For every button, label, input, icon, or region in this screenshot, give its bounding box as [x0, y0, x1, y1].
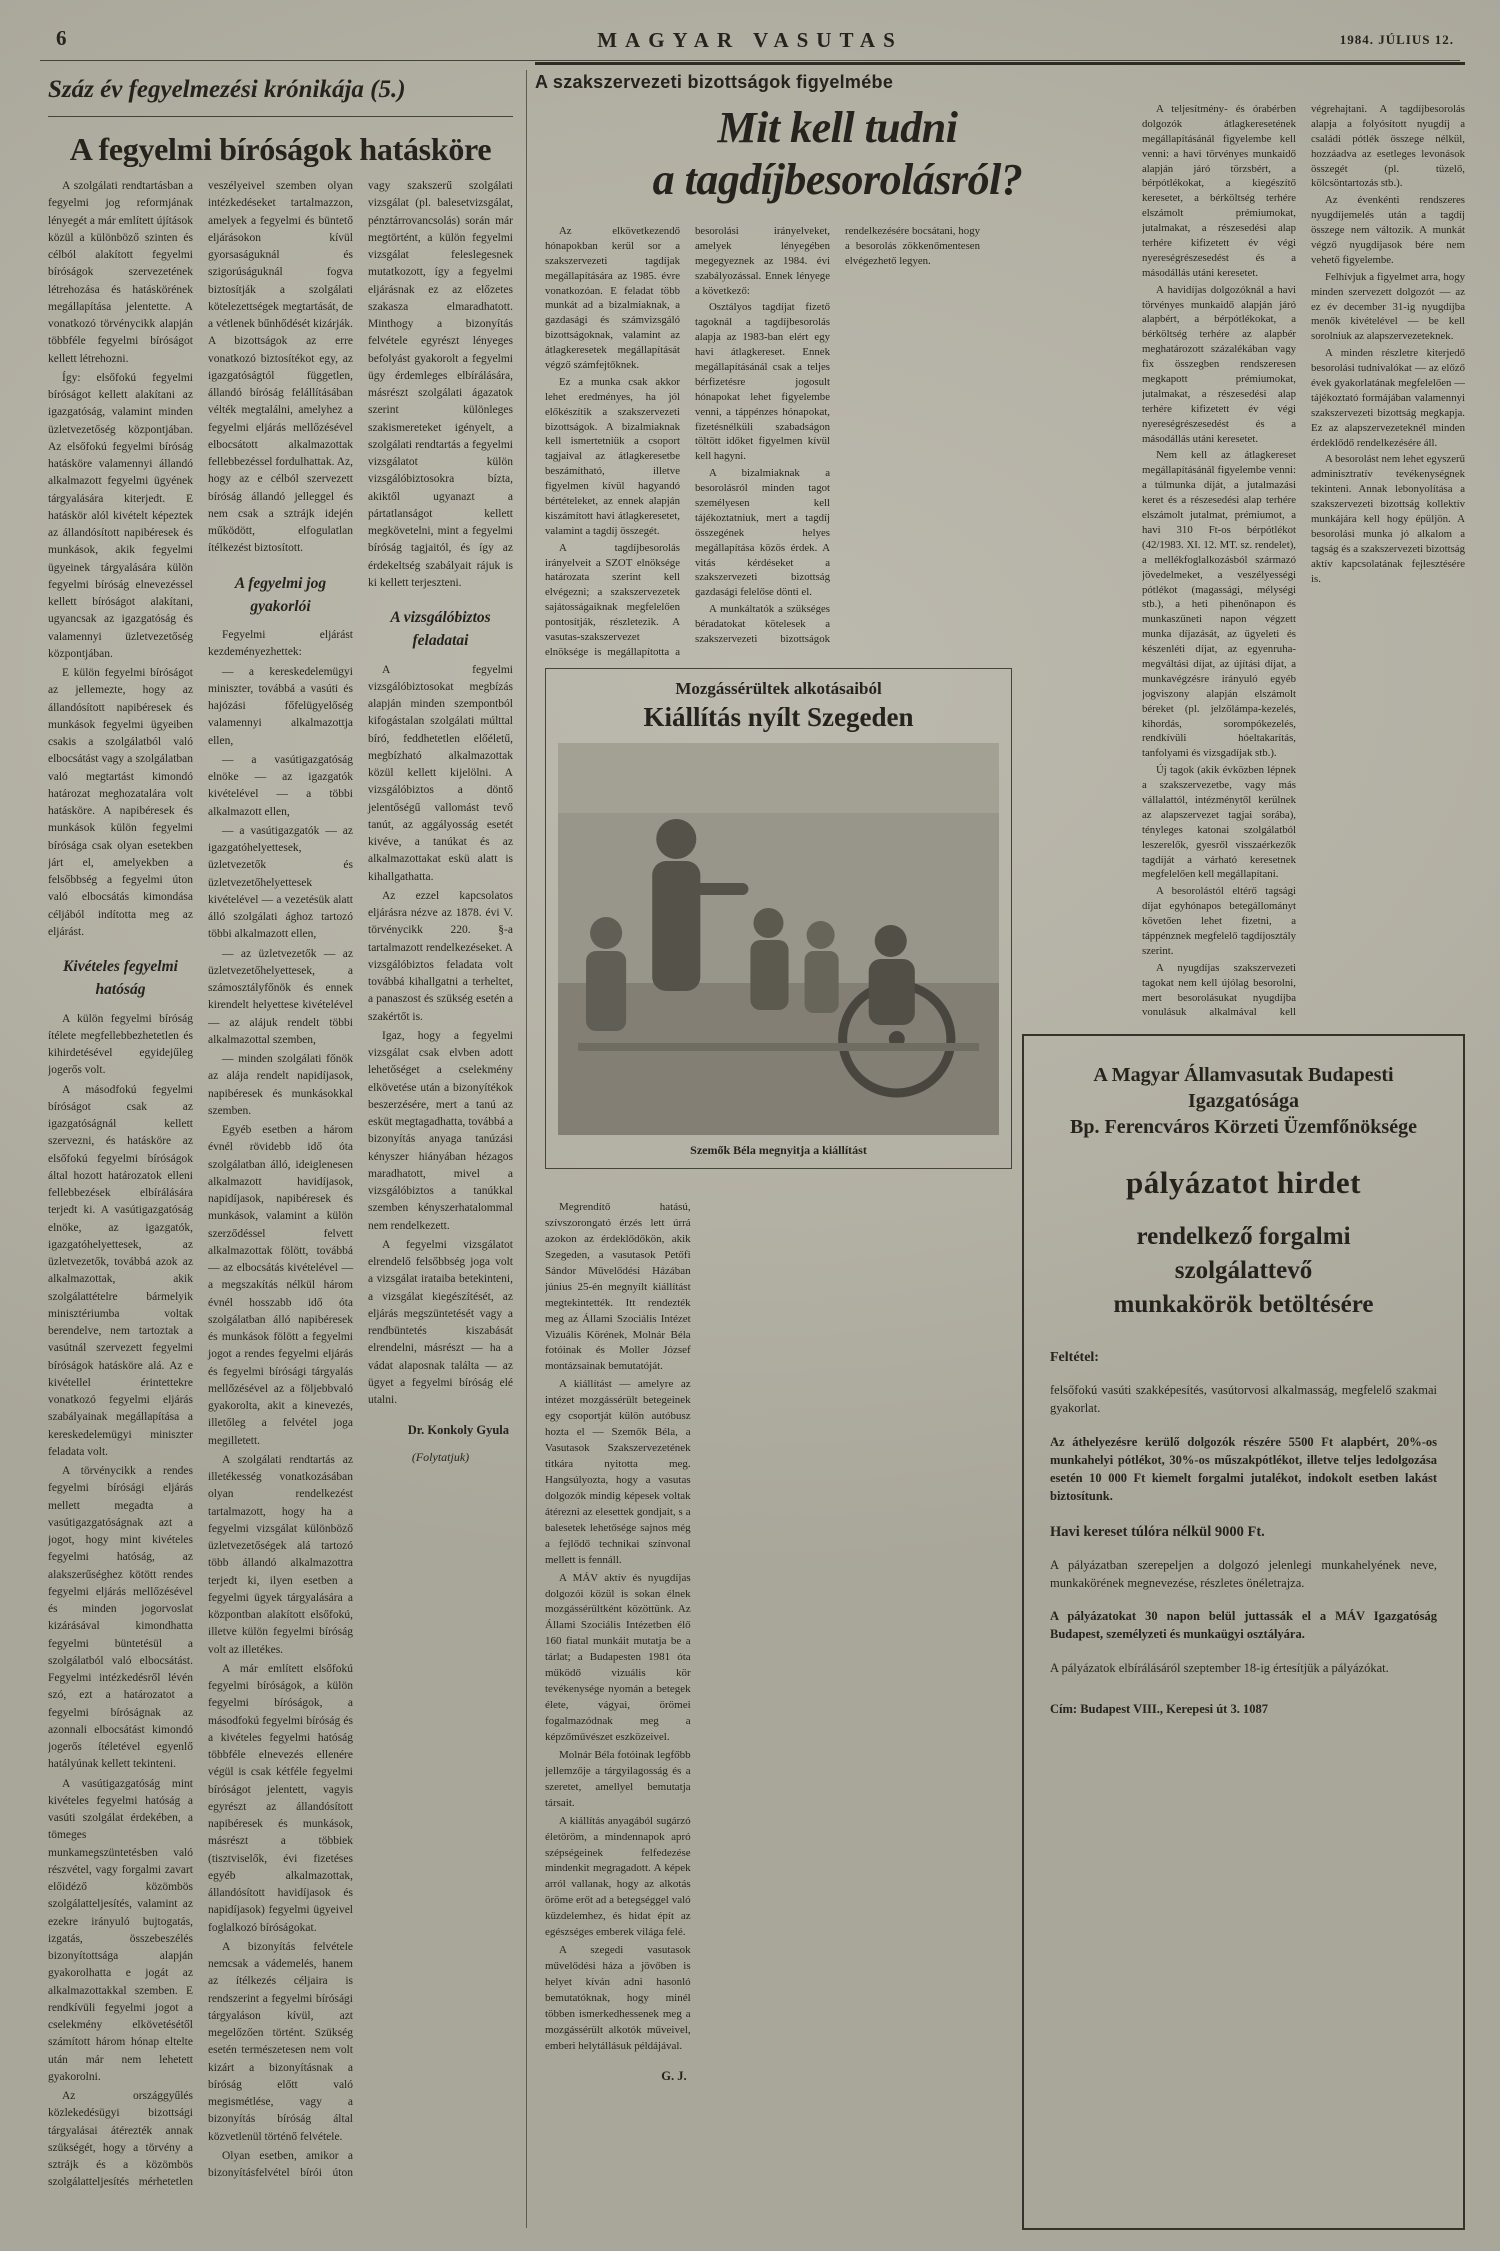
ad-role-line-3: munkakörök betöltésére — [1113, 1290, 1374, 1318]
article-paragraph: — az üzletvezetők — az üzletvezetőhelyettesek, a számosztályfőnök és ennek kirendelt helyettese kivételével — az alájuk rendelt többi alkalmazottal szemben, — [208, 947, 353, 1046]
article-paragraph: — a kereskedelemügyi miniszter, továbbá a vasúti és hajózási főfelügyelőség valamennyi alkalmazottja ellen, — [208, 665, 353, 747]
article-paragraph: Egyéb esetben a három évnél rövidebb idő óta szolgálatban álló, ideiglenesen alkalmazott havidíjasok, napidíjasok, napibéresek és munkások, valamint a külön szerződéssel felvett alkalmazottak fölött, továbbá — az elbocsátás kivételével — a megszakítás nélkül három évnél hosszabb idő óta szolgálatban álló napibéresek és munkások fölött a fegyelmi jogot a rendes fegyelmi eljárás és fegyelmi bírósági tárgyalás mellőzésével az a följebbvaló gyakorolta, akit a kinevezés, illetőleg a felvétel joga megilletett. — [208, 1124, 353, 1447]
exhibition-review — [545, 1200, 1012, 2230]
article-paragraph: A tagdíjbesorolás irányelveit a SZOT elnöksége határozata szerint kell elvégezni; a szakszervezetek sajátosságaiknak megfelelően pontosítják, részletezik. A vasutas-szakszervezet elnöksége is megállapította a besorolási irányelveket, amelyek lényegében megegyeznek az 1984. évi szabályozással. Ennek lényege a következő: — [545, 225, 830, 658]
article-paragraph: A szolgálati rendtartás az illetékesség vonatkozásában olyan rendelkezést tartalmazott, hogy ha a fegyelmi vizsgálat különböző üzletvezetőségek alá tartozó több állandó alkalmazottra terjedt ki, ilyen esetben a fegyelmi ügyek tárgyalására a központban alakított elsőfokú, illetve külön fegyelmi bíróság volt az illetékes. — [208, 1453, 353, 1656]
ad-deadline-info: A pályázatokat 30 napon belül juttassák el a MÁV Igazgatóság Budapest, személyzeti és munkaügyi osztályára. — [1050, 1609, 1437, 1642]
article-kicker: Száz év fegyelmezési krónikája (5.) — [48, 70, 513, 117]
article-subhead: A vizsgálóbiztos feladatai — [390, 609, 491, 650]
exhibition-photo — [558, 743, 999, 1135]
union-article-headline — [545, 102, 1130, 206]
article-paragraph: A másodfokú fegyelmi bíróságot csak az igazgatóságnál kellett szervezni, és hatásköre az elsőfokú fegyelmi bíróságok által hozott határozatok elleni fellebbezések elbírálására terjedt ki. A vasútigazgatóság elnöke, az igazgatók, igazgatóhelyettesek, az üzletvezetők, továbbá azok az alkalmazottak, akik szolgálattételre bármelyik minisztériumba voltak berendelve, nem tartoztak a vasútnál szervezett fegyelmi bíróságok hatásköre alá. Az e kivétellel érintettekre vonatkozó fegyelmi eljárás szabályainak megállapítása a kereskedelemügyi miniszter feladata volt. — [48, 1083, 193, 1458]
article-paragraph: Dr. Konkoly Gyula — [407, 1423, 509, 1438]
article-paragraph: A vasútigazgatóság mint kivételes fegyelmi hatóság a vasúti szolgálat érdekében, a tömeges munkamegszüntetésben való részvétel, vagy forgalmi zavart előidéző közömbös szolgálatteljesítés, valamint az ezekre irányuló bujtogatás, izgatás, összebeszélés bizonyítottsága alapján gyakorolhatta e jogát az alkalmazottakkal szemben. E rendkívüli fegyelmi jogot a cselekmény elkövetésétől számított három hónap eltelte után már nem lehetett gyakorolni. — [48, 1777, 193, 2083]
article-paragraph: — minden szolgálati főnök az alája rendelt napidíjasok, napibéresek és munkásokkal szemben. — [208, 1053, 353, 1117]
article-paragraph: A kiállítást — amelyre az intézet mozgássérült betegeinek egy csoportját külön autóbusz hozta el — Szemők Béla, a Vasutasok Szakszervezetének titkára nyitotta meg. Hangsúlyozta, hogy a vasutas dolgozók mindig képesek voltak átérezni az elesettek gondjait, s a balesetek lehetősége sajnos még a fejlődő technikai színvonal mellett is fennáll. — [545, 1378, 691, 1566]
ad-decision-info: A pályázatok elbírálásáról szeptember 18-ig értesítjük a pályázókat. — [1050, 1660, 1389, 1675]
union-article-body-right — [1142, 102, 1465, 1027]
article-paragraph: A külön fegyelmi bíróság ítélete megfellebbezhetetlen és kihirdetésével egyidejűleg jogerős volt. — [48, 1012, 193, 1077]
ad-apply-info: A pályázatban szerepeljen a dolgozó jelenlegi munkahelyének neve, munkakörének megnevezése, részletes önéletrajza. — [1050, 1558, 1437, 1591]
article-paragraph: Felhívjuk a figyelmet arra, hogy minden szervezett dolgozót — az ez év december 31-ig nyugdíjba menők kivételével — be kell sorolniuk az alapszervezeteknek. — [1311, 270, 1465, 343]
article-paragraph: Így: elsőfokú fegyelmi bíróságot kellett alakítani az igazgatóság, valamint minden üzletvezetőség központjában. Az elsőfokú fegyelmi bíróság hatásköre valamennyi állandó alkalmazott fegyelmi ügyének tárgyalására kiterjedt. E hatáskör alól kivételt képeztek az állandósított napibéresek és munkások, akik fegyelmi ügyeinek tárgyalására külön fegyelmi bíróság elnevezéssel kellett bíróságot alakítani, ugyancsak az igazgatóság és valamennyi üzletvezetőség központjában. — [48, 371, 193, 660]
article-paragraph: A teljesítmény- és órabérben dolgozók átlagkeresetének megállapításánál figyelembe kell venni: a havi törvényes munkaidő alapján járó törzsbért, a bérpótlékokat, a kiegészítő keresetet, a bérköltség terhére elszámolt prémiumokat, jutalmakat, a részesedési alap terhére kifizetett év végi nyereségrészesedést és a másodállás utáni keresetet. — [1142, 103, 1296, 279]
article-paragraph: A bizonyítás felvétele nemcsak a vádemelés, hanem az ítélkezés céljaira is rendszerint a fegyelmi bírósági tárgyaláson kívül, azt megelőzően történt. Szükség esetén természetesen nem volt kizárt a bizonyításnak a bíróság előtt való megismétlése, vagy a bizonyítás bíróság által közvetlenül történő felvétele. — [208, 1940, 353, 2143]
article-paragraph: A fegyelmi vizsgálóbiztosokat megbízás alapján minden szempontból kifogástalan szolgálati múlttal bíró, feddhetetlen előéletű, megbízható alkalmazottak közül kellett kijelölni. A vizsgálóbiztos a döntő jelentőségű vallomást tevő tanút, az aggályosság esetét kivéve, a tanúkat és az alkalmazottakat eskü alatt is kihallgathatta. — [368, 663, 513, 883]
exhibition-box — [545, 668, 1012, 1169]
article-paragraph: Igaz, hogy a fegyelmi vizsgálat csak elvben adott lehetőséget a cselekmény elkövetése után a bizonyítékok beszerzésére, mert a tanú az esküt megtagadhatta, továbbá a bizonyítás anyaga tanúzási kényszer hiányában hézagos maradhatott, mivel a vizsgálóbiztos a tanúkkal szemben kényszerhatalommal nem rendelkezett. — [368, 1029, 513, 1232]
exhibition-kicker: Mozgássérültek alkotásaiból — [675, 679, 882, 698]
article-paragraph: A fegyelmi vizsgálatot elrendelő felsőbbség joga volt a vizsgálat irataiba betekinteni, a vizsgálat kiegészítését, az eljárás megszüntetését vagy a rendbüntetés kiszabását elrendelni, másrészt — ha a vádat alaposnak találta — az ügyet a fegyelmi bíróság elé utalni. — [368, 1238, 513, 1406]
ad-condition-label: Feltétel: — [1050, 1350, 1099, 1366]
article-paragraph: Ez a munka csak akkor lehet eredményes, ha jól előkészítik a szakszervezeti bizottságok. A bizalmiaknak kell ismertetniük a csoport tagjaival az átlagkeresetbe beszámítható, illetve figyelmen kívül hagyandó bértételeket, az ennek alapján kiszámított havi átlagkeresetet, valamint a tagdíj összegét. — [545, 375, 680, 537]
article-paragraph: Az évenkénti rendszeres nyugdíjemelés után a tagdíj összege nem változik. A munkát végző nyugdíjasok bére nem vehető figyelembe. — [1311, 194, 1465, 266]
headline-line-1: Mit kell tudni — [717, 103, 958, 152]
article-paragraph: Az elkövetkezendő hónapokban kerül sor a szakszervezeti tagdíjak megállapítására az 1985. évre vonatkozóan. E feladat több munkát ad a bizalmiaknak, a gazdasági és számvizsgáló bizottságoknak, valamint az átlagkeresetek megállapítását végző számfejtőknek. — [545, 225, 680, 372]
article-paragraph: A munkáltatók a szükséges béradatokat kötelesek a szakszervezeti bizottságok rendelkezésére bocsátani, hogy a besorolás zökkenőmentesen elvégezhető legyen. — [695, 225, 980, 646]
article-paragraph: Az országgyűlés közlekedésügyi bizottsági tárgyalásai átérezték annak szükségét, hogy a törvény a sztrájk és a közömbös szolgálatteljesítés mérhetetlen veszélyeivel szemben olyan intézkedéseket tartalmazzon, amelyek a fegyelmi és büntető eljárásokon kívül gyorsaságuknál és szigorúságuknál fogva biztosítják a szolgálati kötelezettségek megtartását, de a vétlenek bűnhődését kizárják. A bizottságok az erre vonatkozó biztosítékot egy, az igazgatóságtól független, állandó bíróság felállításában vélték megtalálni, amelyhez a fegyelmi eljárás mellőzésével elbocsátott alkalmazottak fellebbezéssel fordulhattak. Az, hogy az e célból szervezett bíróság állandó jelleggel és nem csak a sztrájk idején működött, elfogulatlan ítélkezést biztosított. — [48, 180, 353, 2189]
article-paragraph: A kiállítás anyagából sugárzó életöröm, a mindennapok apró szépségeinek felfedezése mindenkit megragadott. A képek arról vallanak, hogy az alkotás öröme erőt ad a betegséggel való küzdelemhez, és hidat épít az egészséges emberek világa felé. — [545, 1814, 691, 1939]
article-paragraph: A nyugdíjas szakszervezeti tagokat nem kell újólag besorolni, mert besorolásukat nyugdíjba vonulásuk alkalmával kell végrehajtani. A tagdíjbesorolás alapja a folyósított nyugdíj a családi pótlék összege nélkül, hozzáadva az esetleges levonások összegét (pl. tüzelő, kölcsöntartozás stb.). — [1142, 103, 1465, 1019]
article-body — [48, 178, 513, 2198]
article-paragraph: A besorolástól eltérő tagsági díjat egyhónapos betegállományt követően lehet fizetni, a táppénznek megfelelő tagdíjosztály szerint. — [1142, 885, 1296, 957]
article-paragraph: A törvénycikk a rendes fegyelmi bírósági eljárás mellett megadta a vasútigazgatóságnak azt a jogot, hogy mint kivételes fegyelmi hatóság, az alakszerűséghez kötött rendes fegyelmi eljárás mellőzésével és minden jogorvoslat kizárásával kimondhatta fegyelmi büntetésül a szolgálatból való elbocsátást. Fegyelmi intézkedésről lévén szó, ezt a határozatot a fegyelmi bíróságnak az azonnali elbocsátást kimondó jogerős ítéletével egyenlő hatályúnak kellett tekinteni. — [48, 1465, 193, 1771]
photo-caption: Szemők Béla megnyitja a kiállítást — [690, 1143, 867, 1157]
article-paragraph: A szolgálati rendtartásban a fegyelmi jog reformjának lényegét a már említett újítások közül a különböző szinten és célból alakított fegyelmi bíróságok szervezetének létrehozása és hatáskörének megállapítása jelentette. A vonatkozó törvénycikk alapján többféle fegyelmi bíróságot kellett létrehozni. — [48, 180, 193, 365]
article-paragraph: A már említett elsőfokú fegyelmi bíróságok, a külön fegyelmi bíróságok, a másodfokú fegyelmi bíróság és a kivételes fegyelmi hatóság többféle elnevezés ellenére végül is csak kétféle fegyelmi bíróságot jelentett, vagyis egyrészt az állandósított napibéresek és munkások, másrészt a többiek (tisztviselők, évi fizetéses egyéb alkalmazottak, állandósított havidíjasok és napidíjasok) fegyelmi ügyeivel foglalkozó bíróságokat. — [208, 1662, 353, 1934]
masthead — [40, 24, 1460, 56]
article-subhead: A fegyelmi jog gyakorlói — [234, 574, 327, 615]
article-paragraph: Olyan esetben, amikor a bizonyításfelvétel bírói úton vagy szakszerű szolgálati vizsgálat (pl. balesetvizsgálat, pénztárrovancsolás) során már megtörtént, a külön fegyelmi vizsgálat feleslegesnek mutatkozott, így a fegyelmi eljárásnak ez az előzetes szakasza elmaradhatott. Minthogy a bizonyítás felvétele egyrészt lényeges befolyást gyakorolt a fegyelmi ügy érdemleges elbírálására, másrészt szolgálati ágazatok szerint különleges szakismereteket igényelt, a szolgálati rendtartás a fegyelmi vizsgálatot külön vizsgálóbiztosokra bízta, akiktől ugyanazt a pártatlanságot kellett megkövetelni, mint a fegyelmi bíróság tagjaitól, és így az érdekeltség szabályait rájuk is ki kellett terjeszteni. — [208, 180, 513, 2179]
masthead-rule — [40, 60, 1460, 61]
ad-role-line-2: szolgálattevő — [1174, 1256, 1313, 1284]
article-paragraph: E külön fegyelmi bíróságot az jellemezte, hogy az állandósított napibéresek és munkások fegyelmi ügyeiben csakis a szolgálatból való elbocsátást vagy a szolgálatban való megtartást kimondó határozat meghozatalára volt hatásköre. A napibéresek és munkások külön fegyelmi bírósága csak olyan esetekben járt el, amelyekben a felsőbbség a fegyelmi úton való elbocsátás kimondása céljából indította meg az eljárást. — [48, 667, 193, 938]
ad-role — [1050, 1220, 1437, 1321]
ad-condition-text: felsőfokú vasúti szakképesítés, vasútorvosi alkalmasság, megfelelő szakmai gyakorlat. — [1050, 1383, 1437, 1416]
newspaper-title: MAGYAR VASUTAS — [597, 28, 903, 52]
ad-address: Cím: Budapest VIII., Kerepesi út 3. 1087 — [1050, 1701, 1268, 1716]
article-paragraph: G. J. — [661, 2068, 687, 2083]
article-subhead: Kivételes fegyelmi hatóság — [63, 958, 178, 999]
ad-salary: Havi kereset túlóra nélkül 9000 Ft. — [1050, 1524, 1265, 1540]
page-number: 6 — [56, 26, 67, 50]
article-paragraph: Molnár Béla fotóinak legfőbb jellemzője a tárgyilagosság és a szeretet, amellyel bemutatja társait. — [545, 1748, 691, 1809]
article-paragraph: (Folytatjuk) — [411, 1450, 470, 1464]
job-advertisement — [1022, 1034, 1465, 2230]
article-paragraph: Az ezzel kapcsolatos eljárásra nézve az 1878. évi V. törvénycikk 220. §-a tartalmazott rendelkezéseket. A vizsgálóbiztos feladata volt továbbá kihallgatni a terheltet, a panaszost és szükség esetén a szakértőt is. — [368, 889, 513, 1023]
article-paragraph: A szegedi vasutasok művelődési háza a jövőben is helyet kíván adni hasonló bemutatóknak, hogy minél többen ismerkedhessenek meg a mozgássérült alkotók műveivel, emberi helytállásuk példájával. — [545, 1944, 691, 2052]
article-paragraph: Megrendítő hatású, szívszorongató érzés lett úrrá azokon az érdeklődőkön, akik Szegeden, a vasutasok Petőfi Sándor Művelődési Házában június 25-én megnyílt kiállítást megtekintették. Itt rendezték meg az Állami Szociális Intézet Vizuális Körének, Molnár Béla fotóinak és Moller József montázsainak bemutatóját. — [545, 1201, 691, 1373]
headline-line-2: a tagdíjbesorolásról? — [652, 154, 1023, 204]
article-paragraph: A besorolást nem lehet egyszerű adminisztratív tevékenységnek tekinteni. Annak lebonyolítása a szakszervezeti bizottság kollektív munkájára kell hogy épüljön. A besorolási munka jó alkalom a tagság és a szakszervezeti bizottság aktív kapcsolatának fejlesztésére is. — [1311, 453, 1465, 585]
ad-org-line-3: Bp. Ferencváros Körzeti Üzemfőnöksége — [1070, 1116, 1417, 1138]
article-disciplinary-courts — [48, 70, 513, 2198]
article-paragraph: A MÁV aktív és nyugdíjas dolgozói közül is sokan élnek mozgássérültként közöttünk. Az Állami Szociális Intézetben élő 160 fiatal munkáit mutatja be a tárlat; a Budapesten 1981 óta működő vizuális kör tevékenysége nyomán a betegek élete, vágyai, örömei fogalmazódnak meg a képzőművészet eszközeivel. — [545, 1571, 691, 1743]
article-paragraph: A havidíjas dolgozóknál a havi törvényes munkaidő alapján járó alapbért, a bérpótlékokat, a bérköltség terhére az alapbér meghatározott százalékában vagy fix összegben rendszeresen megkapott prémiumokat, jutalmakat, a részesedési alap terhére kifizetett év végi nyereségrészesedést és a másodállás utáni keresetet. — [1142, 283, 1296, 445]
article-paragraph: A bizalmiaknak a besorolásról minden tagot személyesen kell tájékoztatniuk, mert a tagdíj összegének helyes megállapítása közös érdek. A vitás kérdéseket a szakszervezeti bizottság gazdasági felelőse dönti el. — [695, 467, 830, 599]
article-paragraph: — a vasútigazgatók — az igazgatóhelyettesek, üzletvezetők és üzletvezetőhelyettesek kivételével — a vezetésük alatt álló szolgálati ághoz tartozó többi alkalmazott ellen, — [208, 824, 353, 941]
column-divider — [526, 70, 527, 2228]
article-paragraph: Osztályos tagdíjat fizető tagoknál a tagdíjbesorolás alapja az 1983-ban elért egy havi átlagkereset. Ennek megállapításánál csak a teljes bérfizetésre jogosult hónapokat lehet figyelembe venni, a táppénzes hónapokat, fizetésnélküli szabadságon töltött időket figyelmen kívül kell hagyni. — [695, 301, 830, 463]
ad-role-line-1: rendelkező forgalmi — [1136, 1223, 1351, 1250]
ad-organization — [1050, 1062, 1437, 1140]
ad-benefits: Az áthelyezésre kerülő dolgozók részére 5500 Ft alapbért, 20%-os munkahelyi pótlékot, 30%-os műszakpótlékot, illetve teljes ledolgozása esetén 10 000 Ft kiemelt forgalmi jutalékot, indokolt esetben lakást biztosítunk. — [1050, 1434, 1437, 1503]
union-article-body-main — [545, 224, 1130, 660]
article-paragraph: Fegyelmi eljárást kezdeményezhettek: — [208, 629, 353, 659]
section-banner: A szakszervezeti bizottságok figyelmébe — [535, 62, 1465, 93]
article-paragraph: Nem kell az átlagkereset megállapításánál figyelembe venni: a túlmunka díját, a jutalmazási keret és a részesedési alap terhére elszámolt jutalmat, prémiumot, a havi 310 Ft-os bérpótlékot (42/1983. XI. 12. MT. sz. rendelet), a mellékfoglalkozásból származó jövedelmeket, a veszélyességi pótlékot (magassági, mélységi stb.), a heti pihenőnapon és munkaszüneti napon végzett munka díjazását, az ügyeleti és készenléti díjat, az egyenruha-megváltási díjat, az újítási díjat, a munkavégzésre irányuló egyéb jogviszony alapján elszámolt béreket (pl. jelzőlámpa-kezelés, kihordás, sorompókezelés, rendkívüli hóeltakarítás, tanfolyami és vizsgadíjak stb.). — [1142, 449, 1296, 760]
article-paragraph: Új tagok (akik évközben lépnek a szakszervezetbe, vagy más vállalattól, intézménytől kerülnek az alapszervezet tagjai sorába), tényleges katonai szolgálatból leszerelők, gyesről visszaérkezők tagdíját a várható keresetnek megfelelően kell megállapítani. — [1142, 764, 1296, 881]
exhibition-title: Kiállítás nyílt Szegeden — [643, 702, 914, 732]
article-paragraph: A minden részletre kiterjedő besorolási tudnivalókat — az előző évek gyakorlatának megfelelően — tájékoztató formájában valamennyi szakszervezeti bizottság megkapja. Ez az alapszervezeteknél minden érdeklődő rendelkezésére áll. — [1311, 347, 1465, 449]
ad-title: pályázatot hirdet — [1126, 1165, 1361, 1200]
issue-date: 1984. JÚLIUS 12. — [1339, 32, 1454, 47]
ad-org-line-2: Igazgatósága — [1187, 1090, 1300, 1112]
article-headline: A fegyelmi bíróságok hatásköre — [69, 131, 492, 167]
article-paragraph: — a vasútigazgatóság elnöke — az igazgatók kivételével — a többi alkalmazott ellen, — [208, 753, 353, 818]
ad-org-line-1: A Magyar Államvasutak Budapesti — [1093, 1064, 1394, 1086]
